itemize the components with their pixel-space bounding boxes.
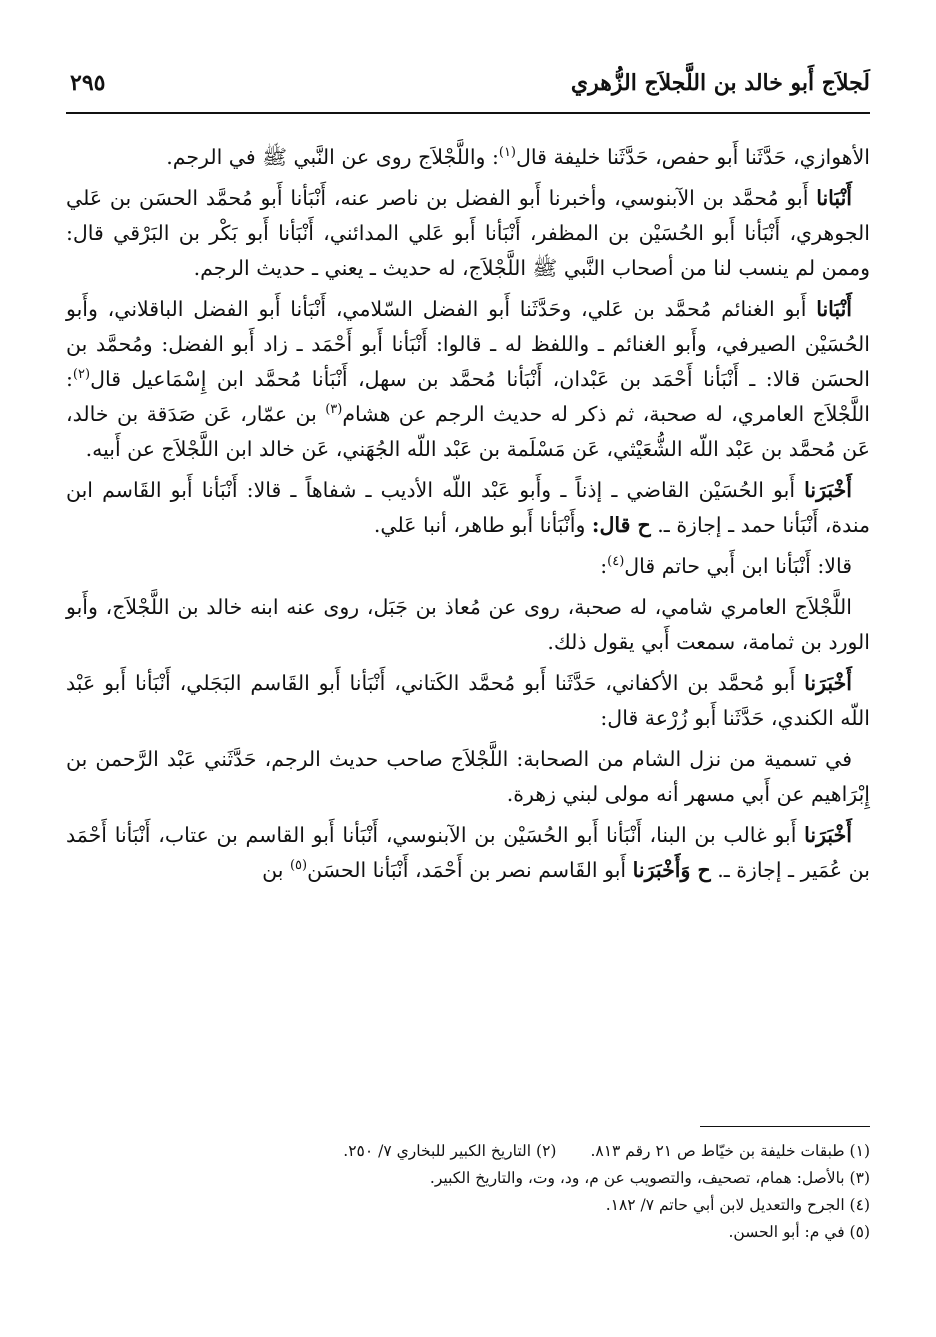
text-run: أَبو الحُسَيْن القاضي ـ إذناً ـ وأَبو عَبْد اللّه الأديب ـ شفاهاً ـ قالا: أَنْبَأنا أَبو القَاسم ابن مندة، أَنْبَأنا حمد ـ إجازة ـ. (66, 478, 870, 537)
isnad-keyword: أَخْبَرَنا (804, 478, 852, 502)
footnote-3: (٣) بالأصل: همام، تصحيف، والتصويب عن م، ود، وت، والتاريخ الكبير. (429, 1169, 870, 1187)
text-run: : (600, 554, 608, 578)
paragraph (66, 742, 870, 812)
isnad-keyword: ح وَأَخْبَرَنا (632, 858, 711, 882)
footnote-2: (٢) التاريخ الكبير للبخاري ٧/ ٢٥٠. (343, 1142, 557, 1160)
paragraph (66, 140, 870, 175)
text-run: : واللَّجْلاَج روى عن النَّبي ﷺ في الرجم. (166, 145, 499, 169)
footnote-rule (700, 1126, 870, 1127)
isnad-keyword: أَنْبَانا (816, 186, 852, 210)
paragraph (66, 292, 870, 467)
text-run: وأَنْبَأنا أَبو طاهر، أنبا عَلي. (373, 513, 592, 537)
footnote-4: (٤) الجرح والتعديل لابن أبي حاتم ٧/ ١٨٢. (605, 1196, 870, 1214)
paragraph (66, 549, 870, 584)
text-run: أَبو مُحمَّد بن الآبنوسي، وأخبرنا أَبو الفضل بن ناصر عنه، أَنْبَأنا أَبو مُحمَّد الحسَن بن عَلي الجوهري، أَنْبَأنا أَبو الحُسَيْن بن المظفر، أَنْبَأنا أَبو عَلي المدائني، أَنْبَأنا أَبو بَكْر بن البَرْقي قال: وممن لم ينسب لنا من أصحاب النَّبي ﷺ اللَّجْلاَج، له حديث ـ يعني ـ حديث الرجم. (66, 186, 870, 280)
paragraph (66, 181, 870, 286)
footnote-5: (٥) في م: أبو الحسن. (728, 1223, 870, 1241)
footnote-ref: (٥) (289, 858, 308, 874)
header-title: لَجلاَج أَبو خالد بن اللَّجلاَج الزُّهري (570, 70, 870, 96)
text-run: قالا: أَنْبَأنا ابن أَبي حاتم قال (624, 554, 852, 578)
running-header (70, 66, 870, 106)
text-run: أَبو القَاسم نصر بن أَحْمَد، أَنْبَأنا الحسَن (307, 858, 633, 882)
text-run: أَبو غالب بن البنا، أَنْبَأنا أَبو الحُسَيْن بن الآبنوسي، أَنْبَأنا أَبو القاسم بن عتاب، أَنْبَأنا أَحْمَد بن عُمَير ـ إجازة ـ. (66, 823, 870, 882)
footnote-row (66, 1138, 870, 1165)
isnad-keyword: ح قال: (591, 513, 651, 537)
footnote-ref: (٢) (72, 367, 91, 383)
footnote-ref: (٣) (325, 402, 343, 418)
header-rule (66, 112, 870, 114)
text-run: أَبو الغنائم مُحمَّد بن عَلي، وحَدَّثَنا أَبو الفضل السّلامي، أَنْبَأنا أَبو الفضل الباقلاني، وأَبو الحُسَيْن الصيرفي، وأَبو الغنائم ـ واللفظ له ـ قالوا: أَنْبَأنا أَبو أَحْمَد ـ زاد أَبو الفضل: ومُحمَّد بن الحسَن قالا: ـ أَنْبَأنا أَحْمَد بن عَبْدان، أَنْبَأنا مُحمَّد بن سهل، أَنْبَأنا مُحمَّد ابن إِسْمَاعيل قال (66, 297, 870, 391)
text-run: : اللَّجْلاَج العامري، له صحبة، ثم ذكر له حديث الرجم عن هشام (66, 367, 870, 426)
isnad-keyword: أَخْبَرَنا (804, 671, 852, 695)
text-run: أَبو مُحمَّد بن الأكفاني، حَدَّثَنا أَبو مُحمَّد الكَتاني، أَنْبَأنا أَبو القَاسم البَجَلي، أَنْبَأنا أَبو عَبْد اللّه الكندي، حَدَّثَنا أَبو زُرْعة قال: (66, 671, 870, 730)
page-number: ٢٩٥ (70, 70, 106, 96)
text-run: بن (262, 858, 290, 882)
paragraph (66, 473, 870, 543)
paragraph (66, 666, 870, 736)
main-text (66, 140, 870, 894)
paragraph (66, 818, 870, 888)
isnad-keyword: أَنْبَانا (816, 297, 852, 321)
footnotes (66, 1138, 870, 1246)
isnad-keyword: أَخْبَرَنا (804, 823, 852, 847)
footnote-ref: (١) (498, 145, 516, 161)
text-run: اللَّجْلاَج العامري شامي، له صحبة، روى عن مُعاذ بن جَبَل، روى عنه ابنه خالد بن اللَّجْلاَج، وأَبو الورد بن ثمامة، سمعت أَبي يقول ذلك. (66, 595, 870, 654)
text-run: بن عمّار، عَن صَدَقة بن خالد، عَن مُحمَّد بن عَبْد اللّه الشُّعَيْثي، عَن مَسْلَمة بن عَبْد اللّه الجُهَني، عَن خالد ابن اللَّجْلاَج عن أَبيه. (66, 402, 870, 461)
footnote-1: (١) طبقات خليفة بن خيّاط ص ٢١ رقم ٨١٣. (590, 1142, 870, 1160)
text-run: الأهوازي، حَدَّثَنا أَبو حفص، حَدَّثَنا خليفة قال (516, 145, 870, 169)
footnote-ref: (٤) (607, 554, 625, 570)
paragraph (66, 590, 870, 660)
text-run: في تسمية من نزل الشام من الصحابة: اللَّجْلاَج صاحب حديث الرجم، حَدَّثَني عَبْد الرَّحمن بن إِبْرَاهيم عن أَبي مسهر أنه مولى لبني زهرة. (66, 747, 870, 806)
